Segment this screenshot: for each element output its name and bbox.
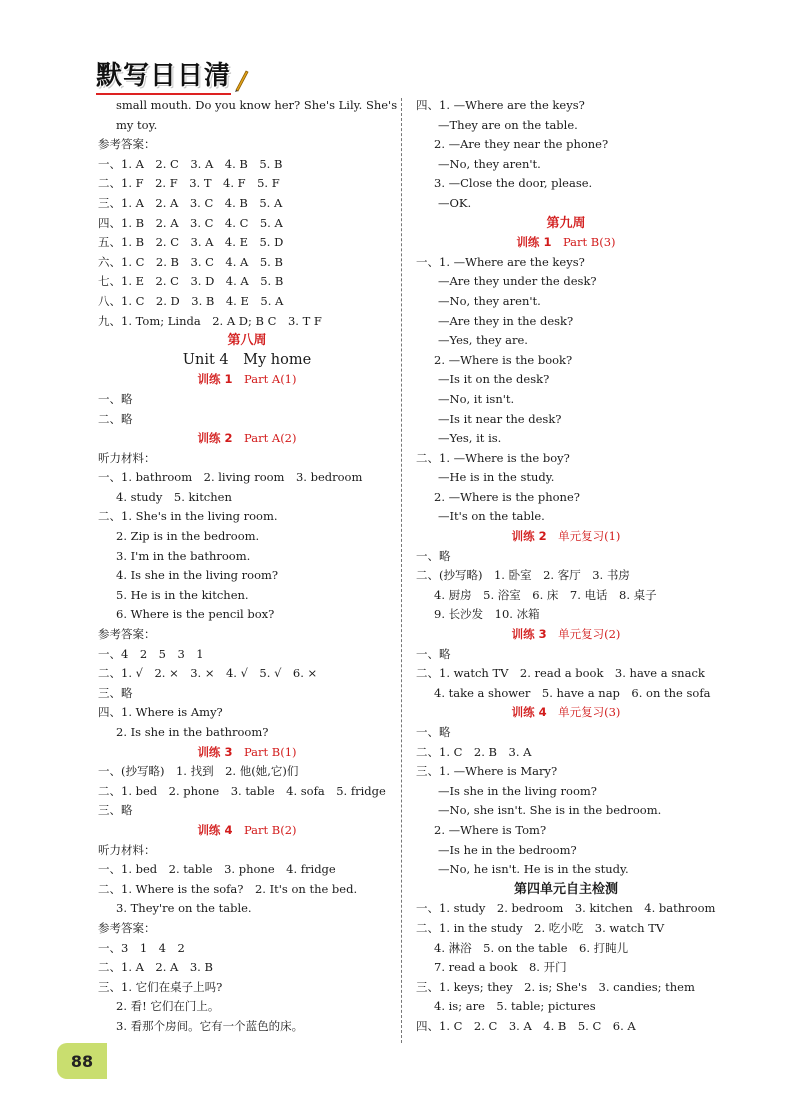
week-heading: 第九周 bbox=[546, 215, 586, 231]
week-heading: 第八周 bbox=[227, 333, 267, 349]
answer-line: 二、1. √ 2. × 3. × 4. √ 5. √ 6. × bbox=[98, 666, 318, 681]
unit-heading: Unit 4 My home bbox=[182, 351, 312, 368]
text-line: 3. They're on the table. bbox=[116, 901, 252, 916]
exercise-heading: 训练 3 Part B(1) bbox=[197, 744, 297, 759]
answer-line: 五、1. B 2. C 3. A 4. E 5. D bbox=[98, 235, 284, 250]
text-line: 一、略 bbox=[416, 725, 451, 739]
text-line: 4. 厨房 5. 浴室 6. 床 7. 电话 8. 桌子 bbox=[434, 587, 657, 602]
answer-line: 2. 看! 它们在门上。 bbox=[116, 999, 220, 1014]
text-line: 四、1. —Where are the keys? bbox=[416, 98, 585, 112]
exercise-heading: 训练 1 Part A(1) bbox=[197, 372, 297, 387]
listening-label: 听力材料： bbox=[98, 842, 156, 857]
text-line: 二、1. watch TV 2. read a book 3. have a snack bbox=[416, 666, 705, 681]
exercise-heading: 训练 2 单元复习(1) bbox=[511, 529, 621, 544]
text-line: 一、略 bbox=[416, 548, 451, 563]
column-divider bbox=[401, 98, 402, 1043]
text-line: 4. take a shower 5. have a nap 6. on the sofa bbox=[434, 685, 711, 700]
text-line: 二、(抄写略) 1. 卧室 2. 客厅 3. 书房 bbox=[416, 568, 630, 583]
text-line: 5. He is in the kitchen. bbox=[116, 587, 249, 602]
text-line: 3. —Close the door, please. bbox=[434, 176, 593, 191]
text-line: 一、1. bathroom 2. living room 3. bedroom bbox=[98, 470, 363, 485]
text-line: 4. 淋浴 5. on the table 6. 打盹儿 bbox=[434, 940, 629, 955]
left-column bbox=[98, 96, 396, 1037]
text-line: —Are they in the desk? bbox=[438, 313, 574, 328]
text-line: 2. —Where is the phone? bbox=[434, 489, 580, 504]
answer-label: 参考答案： bbox=[98, 627, 156, 642]
text-line: 二、1. in the study 2. 吃小吃 3. watch TV bbox=[416, 920, 665, 935]
text-line: —OK. bbox=[438, 195, 472, 210]
answer-line: 三、1. A 2. A 3. C 4. B 5. A bbox=[98, 195, 283, 210]
text-line: —Is it near the desk? bbox=[438, 411, 562, 426]
text-line: 一、1. —Where are the keys? bbox=[416, 254, 585, 269]
answer-label: 参考答案： bbox=[98, 920, 156, 935]
text-line: —No, it isn't. bbox=[438, 391, 515, 406]
text-line: 四、1. C 2. C 3. A 4. B 5. C 6. A bbox=[416, 1018, 636, 1033]
answer-line: 2. Is she in the bathroom? bbox=[116, 725, 269, 739]
text-line: 一、1. bed 2. table 3. phone 4. fridge bbox=[98, 862, 336, 877]
exercise-heading: 训练 4 单元复习(3) bbox=[511, 705, 621, 720]
text-line: —It's on the table. bbox=[438, 509, 545, 524]
answer-line: 一、4 2 5 3 1 bbox=[98, 646, 204, 661]
text-line: 7. read a book 8. 开门 bbox=[434, 960, 567, 975]
text-line: —He is in the study. bbox=[438, 470, 555, 485]
text-line: 二、1. Where is the sofa? 2. It's on the bed. bbox=[98, 881, 358, 896]
text-line: 一、1. study 2. bedroom 3. kitchen 4. bathroom bbox=[416, 901, 716, 916]
answer-line: 四、1. Where is Amy? bbox=[98, 705, 223, 720]
answer-line: 二、1. A 2. A 3. B bbox=[98, 960, 213, 975]
text-line: —No, he isn't. He is in the study. bbox=[438, 862, 629, 877]
answer-line: 八、1. C 2. D 3. B 4. E 5. A bbox=[98, 293, 284, 308]
header-logo bbox=[96, 60, 249, 92]
text-line: 二、1. bed 2. phone 3. table 4. sofa 5. fridge bbox=[98, 783, 386, 798]
right-column bbox=[416, 96, 716, 1037]
answer-line: 四、1. B 2. A 3. C 4. C 5. A bbox=[98, 215, 283, 230]
text-line: —No, they aren't. bbox=[438, 293, 541, 308]
answer-line: 3. 看那个房间。它有一个蓝色的床。 bbox=[116, 1018, 304, 1033]
text-line: my toy. bbox=[116, 117, 158, 132]
logo-text: 默写日日清 bbox=[96, 61, 232, 91]
text-line: 9. 长沙发 10. 冰箱 bbox=[434, 607, 540, 622]
text-line: 4. study 5. kitchen bbox=[116, 489, 232, 504]
text-line: 三、1. —Where is Mary? bbox=[416, 764, 558, 779]
text-line: 三、1. keys; they 2. is; She's 3. candies; them bbox=[416, 979, 695, 994]
text-line: small mouth. Do you know her? She's Lily. She's bbox=[116, 98, 398, 112]
text-line: 4. Is she in the living room? bbox=[116, 568, 279, 583]
answer-line: 九、1. Tom; Linda 2. A D; B C 3. T F bbox=[98, 313, 322, 328]
text-line: —Is it on the desk? bbox=[438, 372, 550, 387]
text-line: 4. is; are 5. table; pictures bbox=[434, 999, 596, 1014]
exercise-heading: 训练 2 Part A(2) bbox=[197, 431, 297, 446]
text-line: —No, she isn't. She is in the bedroom. bbox=[438, 803, 662, 818]
text-line: 一、略 bbox=[98, 391, 133, 406]
text-line: 2. —Where is the book? bbox=[434, 352, 573, 367]
exercise-heading: 训练 3 单元复习(2) bbox=[511, 627, 621, 642]
text-line: —Yes, it is. bbox=[438, 431, 502, 446]
text-line: 二、1. C 2. B 3. A bbox=[416, 744, 532, 759]
text-line: —They are on the table. bbox=[438, 117, 578, 132]
text-line: 2. —Are they near the phone? bbox=[434, 137, 609, 152]
text-line: 二、1. —Where is the boy? bbox=[416, 450, 570, 465]
text-line: 一、略 bbox=[416, 646, 451, 661]
text-line: 6. Where is the pencil box? bbox=[116, 607, 275, 622]
exercise-heading: 训练 1 Part B(3) bbox=[516, 235, 616, 250]
text-line: 二、略 bbox=[98, 411, 133, 426]
text-line: —Are they under the desk? bbox=[438, 274, 597, 289]
text-line: 二、1. She's in the living room. bbox=[98, 509, 278, 524]
text-line: —Is she in the living room? bbox=[438, 783, 597, 798]
answer-line: 七、1. E 2. C 3. D 4. A 5. B bbox=[98, 274, 284, 289]
text-line: 三、略 bbox=[98, 803, 133, 818]
answer-line: 一、3 1 4 2 bbox=[98, 940, 185, 955]
answer-line: 三、1. 它们在桌子上吗? bbox=[98, 979, 223, 994]
text-line: —Yes, they are. bbox=[438, 333, 528, 348]
page-number: 88 bbox=[57, 1043, 107, 1079]
text-line: 一、(抄写略) 1. 找到 2. 他(她,它)们 bbox=[98, 764, 299, 779]
text-line: 3. I'm in the bathroom. bbox=[116, 548, 251, 563]
answer-line: 三、略 bbox=[98, 685, 133, 700]
pen-icon bbox=[233, 68, 249, 92]
listening-label: 听力材料： bbox=[98, 450, 156, 465]
answer-line: 一、1. A 2. C 3. A 4. B 5. B bbox=[98, 156, 283, 171]
answer-line: 六、1. C 2. B 3. C 4. A 5. B bbox=[98, 254, 283, 269]
text-line: —Is he in the bedroom? bbox=[438, 842, 577, 857]
text-line: —No, they aren't. bbox=[438, 156, 541, 171]
text-line: 2. —Where is Tom? bbox=[434, 822, 547, 837]
answer-line: 二、1. F 2. F 3. T 4. F 5. F bbox=[98, 176, 280, 191]
answer-label: 参考答案： bbox=[98, 137, 156, 152]
test-heading: 第四单元自主检测 bbox=[513, 881, 618, 897]
header-underline bbox=[96, 93, 231, 95]
exercise-heading: 训练 4 Part B(2) bbox=[197, 822, 297, 837]
text-line: 2. Zip is in the bedroom. bbox=[116, 529, 260, 544]
